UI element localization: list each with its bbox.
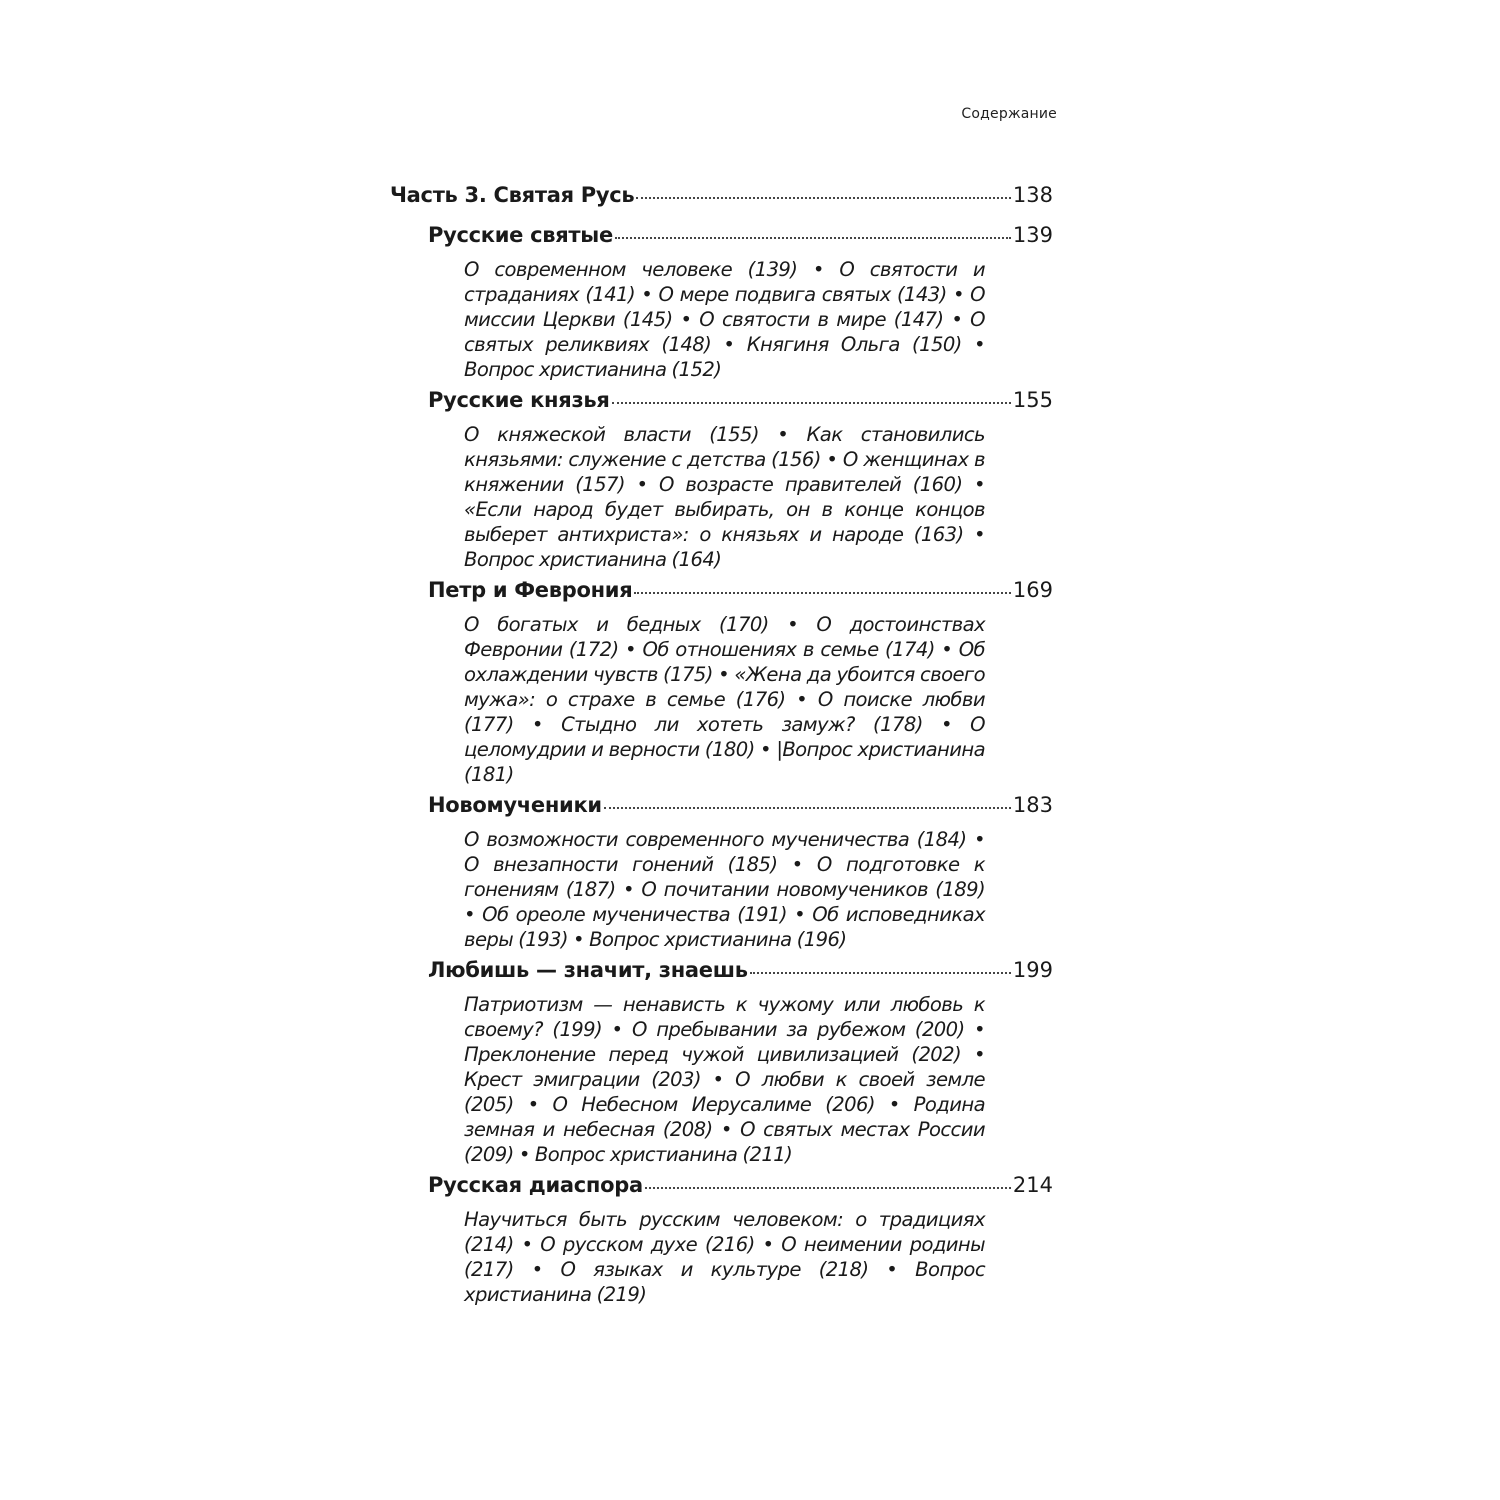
chapter-heading-line: [428, 223, 1053, 257]
part-title: Часть 3. Святая Русь: [390, 183, 635, 207]
toc-part-entry: [390, 183, 1053, 217]
chapter-page-number: 183: [1012, 793, 1053, 817]
chapter-topics: О княжеской власти (155) • Как становились князьями: служение с детства (156) • О женщинах в княжении (157) • О возрасте правителей (160) • «Если народ будет выбирать, он в конце концов выберет антихриста»: о князьях и народе (163) • Вопрос христианина (164): [464, 423, 985, 571]
toc-chapter-entry: [428, 958, 1053, 1167]
dot-leader: [604, 807, 1011, 809]
running-header: Содержание: [961, 106, 1057, 122]
chapter-title: Любишь — значит, знаешь: [428, 958, 748, 982]
part-page-number: 138: [1012, 183, 1053, 207]
chapter-heading-line: [428, 958, 1053, 992]
chapter-heading-line: [428, 1173, 1053, 1207]
chapter-topics: Патриотизм — ненависть к чужому или любовь к своему? (199) • О пребывании за рубежом (200) • Преклонение перед чужой цивилизацией (202) • Крест эмиграции (203) • О любви к своей земле (205) • О Небесном Иерусалиме (206) • Родина земная и небесная (208) • О святых местах России (209) • Вопрос христианина (211): [464, 993, 985, 1166]
toc-chapter-entry: [428, 223, 1053, 382]
chapter-page-number: 169: [1012, 578, 1053, 602]
table-of-contents: [390, 183, 1053, 1307]
chapter-title: Петр и Феврония: [428, 578, 633, 602]
chapter-page-number: 199: [1012, 958, 1053, 982]
toc-chapter-entry: [428, 793, 1053, 952]
chapter-title: Русская диаспора: [428, 1173, 643, 1197]
chapter-title: Русские святые: [428, 223, 613, 247]
chapter-topics: О современном человеке (139) • О святости и страданиях (141) • О мере подвига святых (143) • О миссии Церкви (145) • О святости в мире (147) • О святых реликвиях (148) • Княгиня Ольга (150) • Вопрос христианина (152): [464, 258, 985, 381]
chapter-heading-line: [428, 793, 1053, 827]
dot-leader: [634, 592, 1011, 594]
chapter-page-number: 214: [1012, 1173, 1053, 1197]
toc-chapter-entry: [428, 578, 1053, 787]
toc-chapter-entry: [428, 388, 1053, 572]
chapter-title: Русские князья: [428, 388, 610, 412]
dot-leader: [750, 972, 1011, 974]
chapter-heading-line: [428, 388, 1053, 422]
dot-leader: [612, 402, 1011, 404]
chapter-heading-line: [428, 578, 1053, 612]
dot-leader: [615, 237, 1011, 239]
chapter-topics: Научиться быть русским человеком: о традициях (214) • О русском духе (216) • О неимении родины (217) • О языках и культуре (218) • Вопрос христианина (219): [464, 1208, 985, 1306]
dot-leader: [645, 1187, 1011, 1189]
chapter-page-number: 155: [1012, 388, 1053, 412]
chapter-page-number: 139: [1012, 223, 1053, 247]
chapter-topics: О возможности современного мученичества (184) • О внезапности гонений (185) • О подготовке к гонениям (187) • О почитании новомучеников (189) • Об ореоле мученичества (191) • Об исповедниках веры (193) • Вопрос христианина (196): [464, 828, 985, 951]
toc-chapter-entry: [428, 1173, 1053, 1307]
chapter-topics: О богатых и бедных (170) • О достоинствах Февронии (172) • Об отношениях в семье (174) • Об охлаждении чувств (175) • «Жена да убоится своего мужа»: о страхе в семье (176) • О поиске любви (177) • Стыдно ли хотеть замуж? (178) • О целомудрии и верности (180) • |Вопрос христианина (181): [464, 613, 985, 786]
chapter-title: Новомученики: [428, 793, 602, 817]
dot-leader: [636, 197, 1011, 199]
